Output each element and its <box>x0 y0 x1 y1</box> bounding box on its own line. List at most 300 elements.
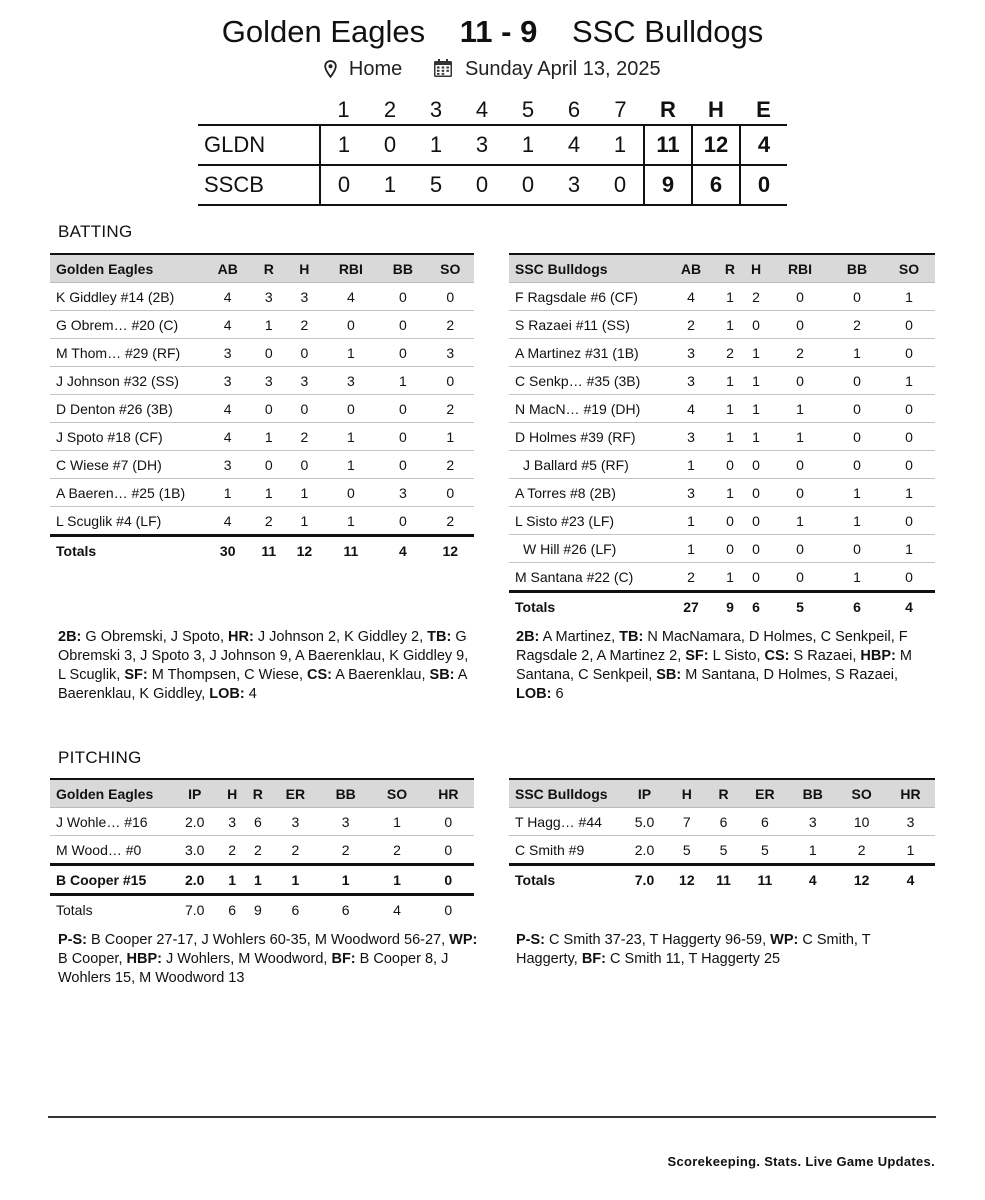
stat-cell: 2.0 <box>170 865 219 895</box>
stat-cell: 2.0 <box>170 808 219 836</box>
column-header: ER <box>271 779 320 808</box>
column-header: SO <box>837 779 886 808</box>
totals-cell: 27 <box>665 592 717 621</box>
linescore-team: GLDN <box>198 125 320 165</box>
player-name: D Holmes #39 (RF) <box>509 423 665 451</box>
stat-cell: 1 <box>883 535 935 563</box>
player-name: G Obrem… #20 (C) <box>50 311 204 339</box>
batting-team-header: SSC Bulldogs <box>509 254 665 283</box>
note-text: G Obremski 3, J Spoto 3, J Johnson 9, A Baerenklau, K Giddley 9, L Scuglik, <box>58 629 469 683</box>
note-label: TB: <box>619 629 644 645</box>
totals-cell: 12 <box>427 536 474 565</box>
stat-cell: 0 <box>717 535 743 563</box>
player-name: T Hagg… #44 <box>509 808 621 836</box>
stat-cell: 3 <box>251 283 286 311</box>
totals-cell: 11 <box>741 865 788 894</box>
note-text: C Smith, T Haggerty, <box>516 932 871 967</box>
stat-cell: 3 <box>219 808 245 836</box>
stat-cell: 5 <box>741 836 788 865</box>
note-label: CS: <box>307 667 332 683</box>
column-header: R <box>717 254 743 283</box>
stat-cell: 0 <box>251 451 286 479</box>
final-score: 11 - 9 <box>459 14 538 49</box>
location-label: Home <box>348 58 403 80</box>
totals-cell: 0 <box>444 901 453 918</box>
totals-cell: 11 <box>323 536 380 565</box>
stat-cell: 0 <box>379 395 426 423</box>
note-label: SB: <box>656 667 682 683</box>
note-label: SB: <box>429 667 455 683</box>
batter-row <box>509 367 935 395</box>
stat-cell: 3 <box>271 808 320 836</box>
totals-cell: 12 <box>286 536 323 565</box>
stat-cell: 0 <box>743 451 769 479</box>
player-name: B Cooper #15 <box>50 865 170 895</box>
note-text: J Wohlers, M Woodword, <box>161 951 332 967</box>
errors-header: E <box>756 97 771 122</box>
note-label: WP: <box>770 932 799 948</box>
stat-cell: 1 <box>251 479 286 507</box>
batter-row <box>50 451 474 479</box>
batting-notes-away <box>516 628 936 704</box>
stat-cell: 0 <box>251 395 286 423</box>
stat-cell: 3 <box>323 367 380 395</box>
stat-cell: 0 <box>743 535 769 563</box>
game-title <box>0 10 985 54</box>
note-text: C Smith 11, T Haggerty 25 <box>606 951 781 967</box>
player-name: C Wiese #7 (DH) <box>50 451 204 479</box>
stat-cell: 0 <box>883 563 935 592</box>
batter-row <box>50 479 474 507</box>
stat-cell: 3 <box>286 367 323 395</box>
player-name: J Ballard #5 (RF) <box>509 451 665 479</box>
note-text: N MacNamara, D Holmes, C Senkpeil, F Ragsdale 2, A Martinez 2, <box>516 629 908 664</box>
batter-row <box>509 479 935 507</box>
column-header: SO <box>883 254 935 283</box>
totals-cell: 11 <box>706 865 742 894</box>
totals-cell: 4 <box>886 865 935 894</box>
column-header: H <box>668 779 706 808</box>
note-label: LOB: <box>209 686 245 702</box>
note-text: A Martinez, <box>539 629 620 645</box>
stat-cell: 2 <box>245 836 271 865</box>
calendar-icon <box>433 58 465 80</box>
column-header: ER <box>741 779 788 808</box>
stat-cell: 1 <box>323 507 380 536</box>
batting-section-title: BATTING <box>58 222 133 241</box>
stat-cell: 1 <box>831 339 883 367</box>
errors-total: 0 <box>740 165 787 205</box>
inning-header: 7 <box>614 97 627 122</box>
inning-score: 1 <box>597 125 644 165</box>
inning-score: 3 <box>459 125 505 165</box>
player-name: S Razaei #11 (SS) <box>509 311 665 339</box>
stat-cell: 0 <box>286 395 323 423</box>
stat-cell: 0 <box>769 311 831 339</box>
column-header: R <box>706 779 742 808</box>
stat-cell: 2 <box>286 423 323 451</box>
batter-row <box>50 395 474 423</box>
batting-table-away <box>509 253 935 620</box>
stat-cell: 0 <box>831 451 883 479</box>
stat-cell: 7 <box>668 808 706 836</box>
game-meta <box>0 58 985 81</box>
player-name: L Scuglik #4 (LF) <box>50 507 204 536</box>
runs-total: 9 <box>644 165 692 205</box>
stat-cell: 1 <box>883 367 935 395</box>
stat-cell: 0 <box>717 451 743 479</box>
linescore-team: SSCB <box>198 165 320 205</box>
inning-score: 0 <box>505 165 551 205</box>
totals-cell: 6 <box>291 901 300 918</box>
player-name: M Santana #22 (C) <box>509 563 665 592</box>
totals-cell: 7.0 <box>621 865 668 894</box>
stat-cell: 0 <box>743 311 769 339</box>
note-label: 2B: <box>58 629 82 645</box>
column-header: R <box>245 779 271 808</box>
stat-cell: 1 <box>323 423 380 451</box>
note-label: BF: <box>581 951 606 967</box>
batter-row <box>509 507 935 535</box>
inning-score: 4 <box>551 125 597 165</box>
stat-cell: 0 <box>831 535 883 563</box>
stat-cell: 1 <box>788 836 837 865</box>
totals-cell: 11 <box>251 536 286 565</box>
batter-row <box>509 423 935 451</box>
stat-cell: 0 <box>769 479 831 507</box>
totals-cell: 4 <box>379 536 426 565</box>
note-text: 6 <box>551 686 564 702</box>
stat-cell: 3 <box>320 808 371 836</box>
column-header: AB <box>204 254 251 283</box>
totals-cell: 7.0 <box>184 901 205 918</box>
away-team-name: SSC Bulldogs <box>571 14 764 49</box>
totals-label: Totals <box>56 901 93 918</box>
stat-cell: 2 <box>427 311 474 339</box>
totals-cell: 6 <box>341 901 350 918</box>
stat-cell: 2 <box>427 451 474 479</box>
inning-score: 1 <box>413 125 459 165</box>
column-header: IP <box>170 779 219 808</box>
totals-row <box>50 895 474 924</box>
stat-cell: 0 <box>717 507 743 535</box>
stat-cell: 0 <box>251 339 286 367</box>
game-date: Sunday April 13, 2025 <box>464 58 661 80</box>
stat-cell: 0 <box>883 451 935 479</box>
batting-notes-home <box>58 628 478 704</box>
hits-total: 6 <box>692 165 740 205</box>
batter-row <box>50 283 474 311</box>
stat-cell: 3 <box>665 367 717 395</box>
totals-cell: 6 <box>228 901 237 918</box>
totals-label: Totals <box>509 592 665 621</box>
totals-cell: 9 <box>717 592 743 621</box>
stat-cell: 1 <box>769 423 831 451</box>
stat-cell: 4 <box>204 283 251 311</box>
stat-cell: 1 <box>219 865 245 895</box>
game-header <box>0 10 985 81</box>
stat-cell: 0 <box>427 367 474 395</box>
stat-cell: 1 <box>320 865 371 895</box>
stat-cell: 1 <box>271 865 320 895</box>
note-text: L Sisto, <box>708 648 765 664</box>
player-name: M Wood… #0 <box>50 836 170 865</box>
pitcher-row <box>509 808 935 836</box>
note-label: BF: <box>331 951 356 967</box>
batter-row <box>509 283 935 311</box>
batter-row <box>509 395 935 423</box>
stat-cell: 0 <box>743 563 769 592</box>
stat-cell: 1 <box>323 451 380 479</box>
note-text: G Obremski, J Spoto, <box>81 629 229 645</box>
column-header: AB <box>665 254 717 283</box>
stat-cell: 2 <box>427 507 474 536</box>
stat-cell: 1 <box>717 367 743 395</box>
stat-cell: 1 <box>245 865 271 895</box>
stat-cell: 0 <box>379 423 426 451</box>
footer-tagline: Scorekeeping. Stats. Live Game Updates. <box>667 1154 935 1169</box>
totals-row <box>50 536 474 565</box>
stat-cell: 3 <box>204 339 251 367</box>
column-header: IP <box>621 779 668 808</box>
totals-cell: 6 <box>743 592 769 621</box>
inning-header: 2 <box>383 97 397 122</box>
column-header: H <box>743 254 769 283</box>
stat-cell: 0 <box>379 507 426 536</box>
batter-row <box>50 507 474 536</box>
player-name: K Giddley #14 (2B) <box>50 283 204 311</box>
stat-cell: 1 <box>831 563 883 592</box>
batter-row <box>50 367 474 395</box>
player-name: L Sisto #23 (LF) <box>509 507 665 535</box>
player-name: J Spoto #18 (CF) <box>50 423 204 451</box>
pitching-notes-away <box>516 931 936 969</box>
stat-cell: 4 <box>204 507 251 536</box>
batter-row <box>509 563 935 592</box>
stat-cell: 0 <box>769 451 831 479</box>
stat-cell: 3 <box>204 367 251 395</box>
stat-cell: 2 <box>831 311 883 339</box>
stat-cell: 1 <box>286 479 323 507</box>
stat-cell: 3 <box>379 479 426 507</box>
stat-cell: 1 <box>717 395 743 423</box>
stat-cell: 1 <box>831 507 883 535</box>
batter-row <box>50 423 474 451</box>
pitching-notes-home <box>58 931 478 988</box>
note-label: SF: <box>685 648 709 664</box>
stat-cell: 1 <box>717 283 743 311</box>
stat-cell: 3 <box>665 479 717 507</box>
stat-cell: 1 <box>883 283 935 311</box>
inning-header: 5 <box>521 97 535 122</box>
note-text: M Santana, C Senkpeil, <box>516 648 912 683</box>
column-header: RBI <box>769 254 831 283</box>
stat-cell: 2 <box>769 339 831 367</box>
note-text: M Santana, D Holmes, S Razaei, <box>681 667 899 683</box>
note-label: WP: <box>449 932 478 948</box>
stat-cell: 3 <box>204 451 251 479</box>
stat-cell: 0 <box>286 451 323 479</box>
column-header: H <box>219 779 245 808</box>
column-header: H <box>286 254 323 283</box>
note-label: SF: <box>124 667 148 683</box>
stat-cell: 0 <box>769 535 831 563</box>
stat-cell: 1 <box>427 423 474 451</box>
totals-cell: 4 <box>393 901 401 918</box>
note-label: HBP: <box>126 951 162 967</box>
batter-row <box>509 535 935 563</box>
player-name: D Denton #26 (3B) <box>50 395 204 423</box>
column-header: BB <box>831 254 883 283</box>
stat-cell: 1 <box>769 395 831 423</box>
player-name: C Smith #9 <box>509 836 621 865</box>
note-label: P-S: <box>516 932 545 948</box>
note-label: LOB: <box>516 686 552 702</box>
pitching-table-home <box>50 778 474 923</box>
stat-cell: 3 <box>665 423 717 451</box>
inning-header: 1 <box>337 97 350 122</box>
stat-cell: 0 <box>769 367 831 395</box>
stat-cell: 6 <box>245 808 271 836</box>
inning-header: 4 <box>475 97 489 122</box>
player-name: N MacN… #19 (DH) <box>509 395 665 423</box>
stat-cell: 0 <box>743 479 769 507</box>
errors-total: 4 <box>740 125 787 165</box>
stat-cell: 0 <box>423 865 474 895</box>
stat-cell: 1 <box>665 507 717 535</box>
stat-cell: 2 <box>219 836 245 865</box>
stat-cell: 0 <box>831 395 883 423</box>
note-text: A Baerenklau, <box>331 667 430 683</box>
note-label: TB: <box>427 629 452 645</box>
inning-score: 0 <box>597 165 644 205</box>
stat-cell: 0 <box>379 451 426 479</box>
stat-cell: 2 <box>743 283 769 311</box>
hits-header: H <box>708 97 724 122</box>
totals-row <box>509 592 935 621</box>
stat-cell: 2 <box>665 563 717 592</box>
batter-row <box>509 311 935 339</box>
note-text: B Cooper 8, J Wohlers 15, M Woodword 13 <box>58 951 449 986</box>
stat-cell: 1 <box>371 865 422 895</box>
column-header: R <box>251 254 286 283</box>
stat-cell: 4 <box>323 283 380 311</box>
totals-cell: 5 <box>769 592 831 621</box>
stat-cell: 1 <box>251 423 286 451</box>
stat-cell: 2 <box>837 836 886 865</box>
stat-cell: 0 <box>743 507 769 535</box>
batter-row <box>50 339 474 367</box>
stat-cell: 5 <box>706 836 742 865</box>
stat-cell: 1 <box>717 563 743 592</box>
column-header: SO <box>371 779 422 808</box>
totals-cell: 12 <box>668 865 706 894</box>
totals-cell: 6 <box>831 592 883 621</box>
note-text: C Smith 37-23, T Haggerty 96-59, <box>545 932 771 948</box>
stat-cell: 0 <box>769 563 831 592</box>
batter-row <box>509 339 935 367</box>
stat-cell: 3 <box>788 808 837 836</box>
inning-score: 1 <box>367 165 413 205</box>
batting-table-home <box>50 253 474 564</box>
player-name: A Martinez #31 (1B) <box>509 339 665 367</box>
column-header: SO <box>427 254 474 283</box>
stat-cell: 0 <box>883 507 935 535</box>
totals-label: Totals <box>509 865 621 894</box>
stat-cell: 1 <box>883 479 935 507</box>
stat-cell: 0 <box>831 283 883 311</box>
stat-cell: 6 <box>741 808 788 836</box>
pitching-team-header: SSC Bulldogs <box>509 779 621 808</box>
stat-cell: 4 <box>204 311 251 339</box>
stat-cell: 2 <box>427 395 474 423</box>
note-text: M Thompsen, C Wiese, <box>147 667 307 683</box>
stat-cell: 0 <box>427 479 474 507</box>
stat-cell: 1 <box>743 339 769 367</box>
player-name: F Ragsdale #6 (CF) <box>509 283 665 311</box>
stat-cell: 10 <box>837 808 886 836</box>
stat-cell: 1 <box>665 451 717 479</box>
inning-score: 0 <box>320 165 367 205</box>
runs-total: 11 <box>644 125 692 165</box>
stat-cell: 6 <box>706 808 742 836</box>
stat-cell: 0 <box>831 367 883 395</box>
linescore-table <box>198 96 787 206</box>
linescore-row-home <box>198 125 787 165</box>
player-name: J Wohle… #16 <box>50 808 170 836</box>
stat-cell: 0 <box>769 283 831 311</box>
stat-cell: 0 <box>883 395 935 423</box>
stat-cell: 3.0 <box>170 836 219 865</box>
note-text: S Razaei, <box>789 648 861 664</box>
totals-cell: 4 <box>788 865 837 894</box>
stat-cell: 1 <box>717 423 743 451</box>
note-label: 2B: <box>516 629 540 645</box>
stat-cell: 2 <box>320 836 371 865</box>
note-label: P-S: <box>58 932 87 948</box>
note-text: B Cooper, <box>58 951 127 967</box>
inning-header: 6 <box>567 97 581 122</box>
totals-cell: 30 <box>204 536 251 565</box>
pitching-table-away <box>509 778 935 893</box>
note-text: A Baerenklau, K Giddley, <box>58 667 467 702</box>
stat-cell: 1 <box>323 339 380 367</box>
stat-cell: 0 <box>883 423 935 451</box>
inning-score: 3 <box>551 165 597 205</box>
player-name: J Johnson #32 (SS) <box>50 367 204 395</box>
stat-cell: 1 <box>831 479 883 507</box>
pitching-section-title: PITCHING <box>58 748 142 767</box>
stat-cell: 1 <box>665 535 717 563</box>
stat-cell: 3 <box>665 339 717 367</box>
pitching-team-header: Golden Eagles <box>50 779 170 808</box>
stat-cell: 0 <box>379 339 426 367</box>
stat-cell: 2 <box>286 311 323 339</box>
linescore-row-away <box>198 165 787 205</box>
pitcher-row <box>50 865 474 895</box>
stat-cell: 4 <box>665 395 717 423</box>
stat-cell: 5.0 <box>621 808 668 836</box>
inning-score: 1 <box>320 125 367 165</box>
stat-cell: 2 <box>371 836 422 865</box>
map-pin-icon <box>324 58 349 80</box>
player-name: C Senkp… #35 (3B) <box>509 367 665 395</box>
stat-cell: 1 <box>743 395 769 423</box>
stat-cell: 4 <box>204 423 251 451</box>
stat-cell: 0 <box>379 311 426 339</box>
column-header: BB <box>320 779 371 808</box>
stat-cell: 0 <box>831 423 883 451</box>
